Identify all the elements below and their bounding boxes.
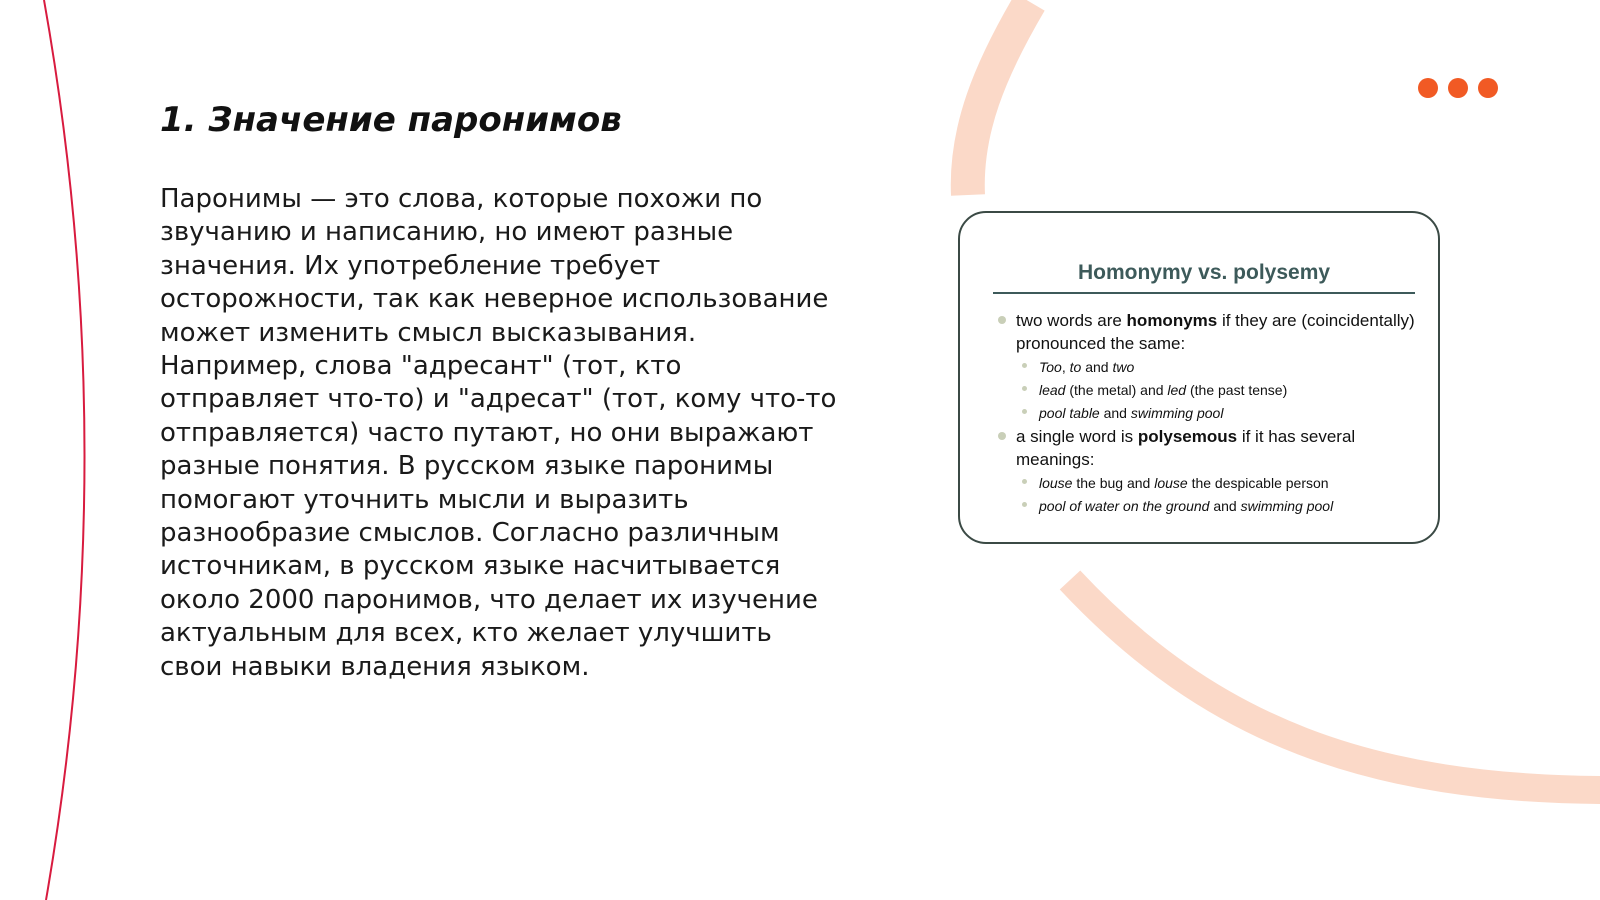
example-text (1039, 475, 1329, 491)
example-text (1039, 498, 1333, 514)
example-text-part: louse (1039, 475, 1073, 491)
accent-dot (1478, 78, 1498, 98)
sub-bullet-icon (1022, 479, 1027, 484)
slide-body-text: Паронимы — это слова, которые похожи по звучанию и написанию, но имеют разные значения. Их употребление требует осторожности, так как неверное использование может изменить смысл высказывания. Например, слова "адресант" (тот, кто отправляет что-то) и "адресат" (тот, кому что-то отправляется) часто путают, но они выражают разные понятия. В русском языке паронимы помогают уточнить мысли и выразить разнообразие смыслов. Согласно различным источникам, в русском языке насчитывается около 2000 паронимов, что делает их изучение актуальным для всех, кто желает улучшить свои навыки владения языком. (160, 184, 837, 682)
bullet-text-part: a single word is (1016, 427, 1138, 446)
bullet-text-part: two words are (1016, 311, 1127, 330)
example-text-part: pool of water on the ground (1039, 498, 1210, 514)
sub-bullet-icon (1022, 502, 1027, 507)
example-text-part: two (1112, 359, 1135, 375)
example-text-part: the despicable person (1187, 475, 1329, 491)
accent-dot (1448, 78, 1468, 98)
example-text (1039, 405, 1223, 421)
bullet-term: polysemous (1137, 427, 1238, 446)
example-row (1022, 474, 1412, 492)
example-text-part: Too (1039, 359, 1062, 375)
example-text (1039, 382, 1287, 398)
decorative-dots (1418, 78, 1498, 98)
bullet-icon (998, 316, 1006, 324)
bullet-text (1016, 425, 1418, 471)
example-text-part: , (1061, 359, 1070, 375)
sub-bullet-icon (1022, 363, 1027, 368)
bullet-polysemous (998, 425, 1418, 471)
example-text-part: louse (1154, 475, 1188, 491)
accent-dot (1418, 78, 1438, 98)
left-curve-line (44, 0, 85, 900)
example-text-part: (the past tense) (1186, 382, 1288, 398)
example-text-part: lead (1039, 382, 1066, 398)
bullet-homonyms (998, 309, 1418, 355)
sub-bullet-icon (1022, 409, 1027, 414)
example-text-part: led (1167, 382, 1187, 398)
bullet-icon (998, 432, 1006, 440)
decorative-arc-bottom (1070, 580, 1600, 790)
example-text-part: and (1099, 405, 1131, 421)
example-row (1022, 404, 1412, 422)
example-text-part: pool table (1039, 405, 1100, 421)
example-row (1022, 381, 1412, 399)
sub-bullet-icon (1022, 386, 1027, 391)
example-row (1022, 497, 1412, 515)
image-title-rule (993, 292, 1415, 294)
image-title: Homonymy vs. polysemy (1077, 261, 1331, 284)
example-text-part: and (1081, 359, 1113, 375)
example-text (1039, 359, 1134, 375)
example-text-part: (the metal) and (1065, 382, 1168, 398)
slide-title: 1. Значение паронимов (160, 100, 622, 140)
example-row (1022, 358, 1412, 376)
example-text-part: swimming pool (1240, 498, 1334, 514)
bullet-text (1016, 309, 1418, 355)
decorative-arc-top (968, 2, 1030, 195)
example-text-part: to (1069, 359, 1082, 375)
bullet-text-part: if they are (coincidentally) pronounced the same: (1016, 311, 1415, 353)
example-text-part: and (1209, 498, 1241, 514)
example-text-part: swimming pool (1130, 405, 1224, 421)
homonymy-polysemy-image (958, 211, 1440, 544)
example-text-part: the bug and (1072, 475, 1155, 491)
bullet-text-part: if it has several meanings: (1016, 427, 1356, 469)
bullet-term: homonyms (1126, 311, 1218, 330)
